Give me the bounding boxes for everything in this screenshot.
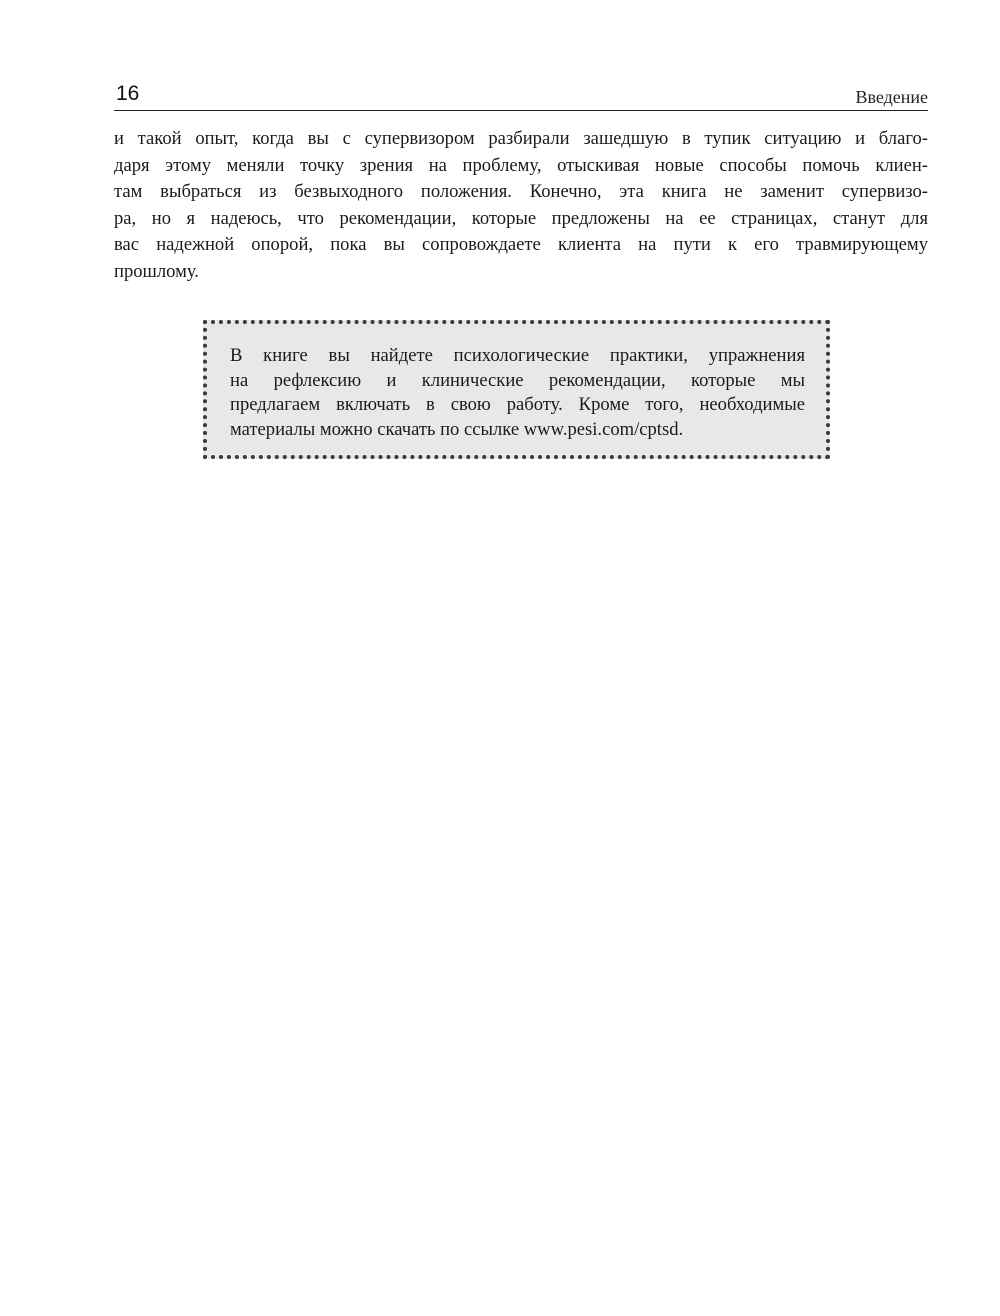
note-line: материалы можно скачать по ссылке www.pesi.com/cptsd.: [230, 418, 684, 440]
paragraph-line: там выбраться из безвыходного положения. Конечно, эта книга не заменит супервизо-: [114, 181, 928, 203]
running-head: Введение: [855, 87, 928, 107]
note-box: [203, 320, 830, 459]
paragraph-line: вас надежной опорой, пока вы сопровождаете клиента на пути к его травмирующему: [114, 234, 928, 256]
paragraph-line: и такой опыт, когда вы с супервизором разбирали зашедшую в тупик ситуацию и благо-: [114, 128, 928, 149]
note-line: предлагаем включать в свою работу. Кроме того, необходимые: [230, 394, 805, 415]
page-number: 16: [116, 82, 140, 105]
note-line: на рефлексию и клинические рекомендации, которые мы: [230, 369, 805, 391]
paragraph-line: прошлому.: [114, 260, 199, 282]
paragraph-line: даря этому меняли точку зрения на проблему, отыскивая новые способы помочь клиен-: [114, 154, 928, 176]
note-text: [230, 344, 805, 442]
paragraph-line: ра, но я надеюсь, что рекомендации, которые предложены на ее страницах, станут для: [114, 207, 928, 229]
note-line: В книге вы найдете психологические практики, упражнения: [230, 345, 805, 366]
body-paragraph: [114, 126, 928, 286]
page-header: [114, 80, 928, 111]
